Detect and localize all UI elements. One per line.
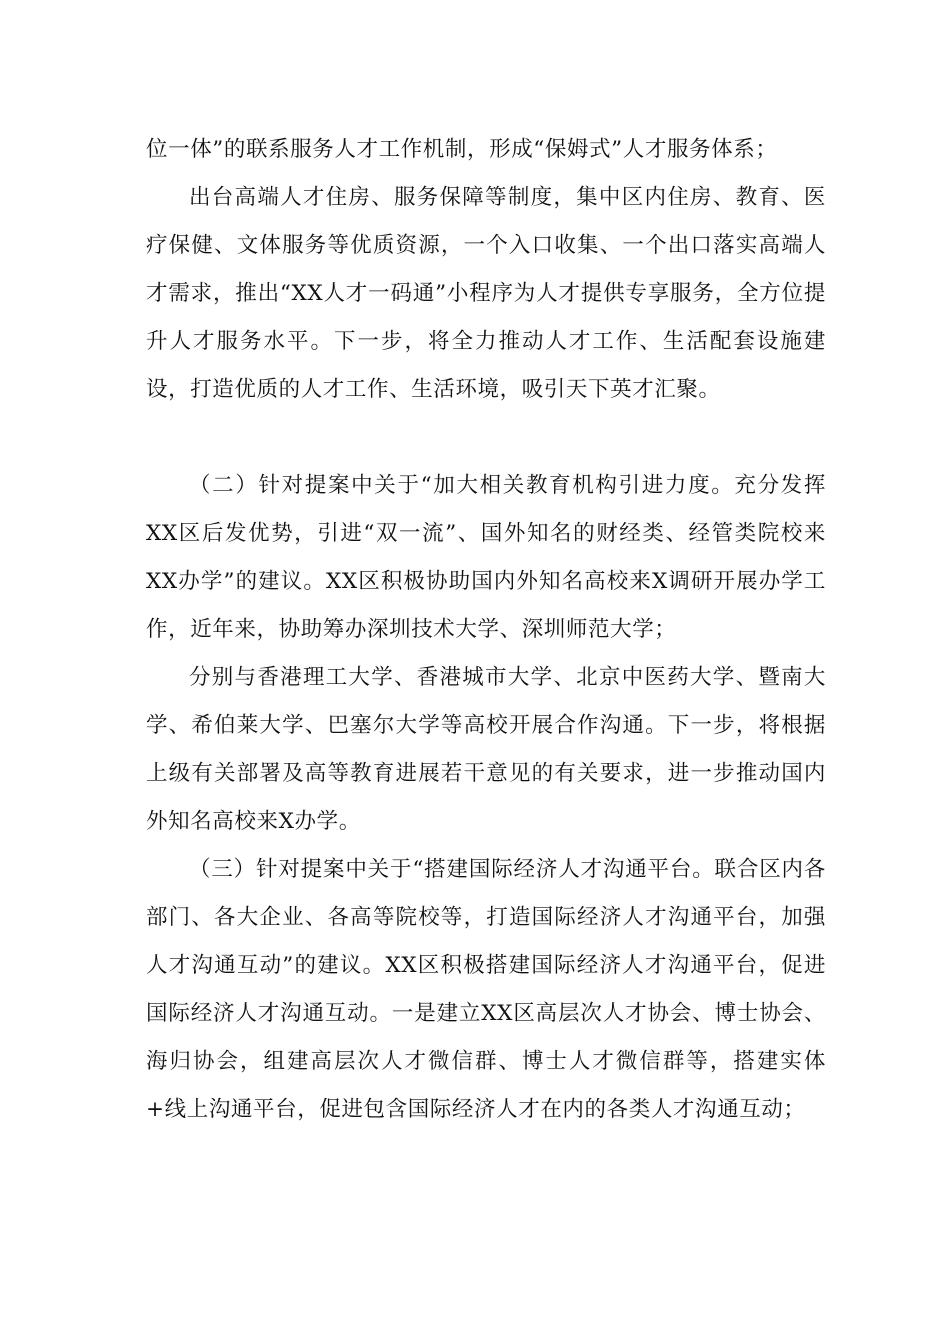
paragraph-section-three: （三）针对提案中关于“搭建国际经济人才沟通平台。联合区内各部门、各大企业、各高等院校等，打造国际经济人才沟通平台，加强人才沟通互动”的建议。XX区积极搭建国际经济人才沟通平台，促进国际经济人才沟通互动。一是建立XX区高层次人才协会、博士协会、海归协会，组建高层次人才微信群、博士人才微信群等，搭建实体+线上沟通平台，促进包含国际经济人才在内的各类人才沟通互动； — [146, 857, 826, 1122]
document-body — [146, 126, 826, 1134]
paragraph-talent-housing: 出台高端人才住房、服务保障等制度，集中区内住房、教育、医疗保健、文体服务等优质资源，一个入口收集、一个出口落实高端人才需求，推出“XX人才一码通”小程序为人才提供专享服务，全方位提升人才服务水平。下一步，将全力推动人才工作、生活配套设施建设，打造优质的人才工作、生活环境，吸引天下英才汇聚。 — [146, 185, 826, 402]
paragraph-continuation: 位一体”的联系服务人才工作机制，形成“保姆式”人才服务体系； — [146, 137, 778, 162]
paragraph-section-two: （二）针对提案中关于“加大相关教育机构引进力度。充分发挥XX区后发优势，引进“双一流”、国外知名的财经类、经管类院校来XX办学”的建议。XX区积极协助国内外知名高校来X调研开展办学工作，近年来，协助筹办深圳技术大学、深圳师范大学； — [146, 473, 826, 642]
paragraph-university-cooperation: 分别与香港理工大学、香港城市大学、北京中医药大学、暨南大学、希伯莱大学、巴塞尔大学等高校开展合作沟通。下一步，将根据上级有关部署及高等教育进展若干意见的有关要求，进一步推动国内外知名高校来X办学。 — [146, 665, 826, 834]
